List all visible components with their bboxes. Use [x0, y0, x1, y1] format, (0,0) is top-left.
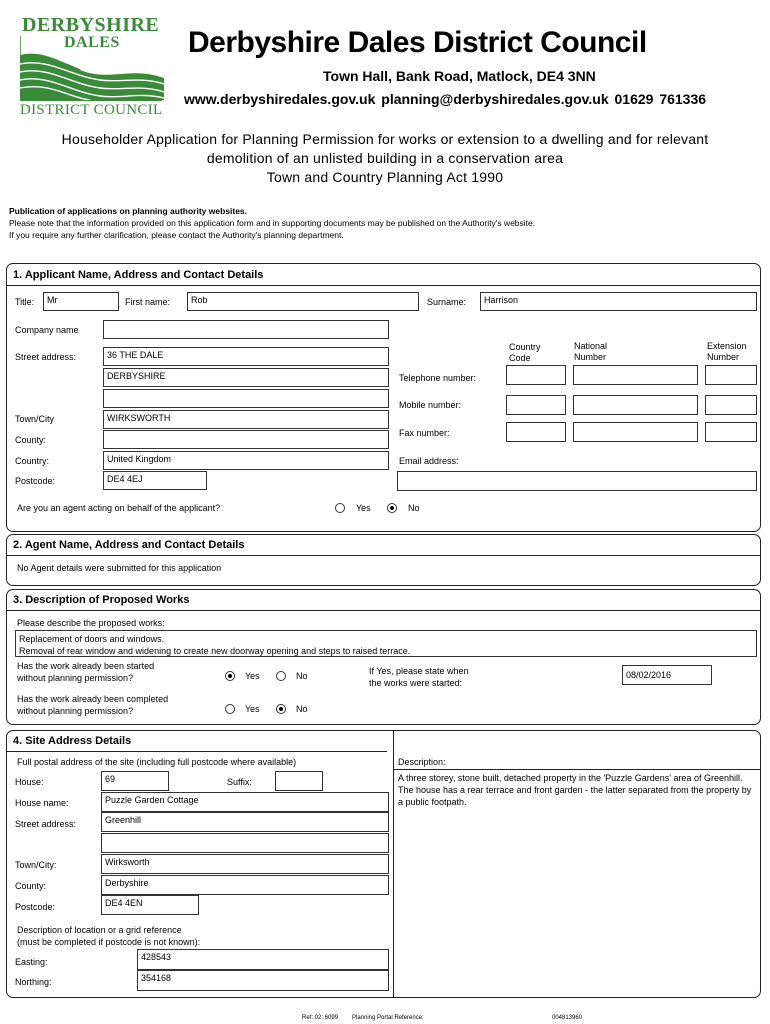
- publication-notice-line: Please note that the information provided on this application form and in supporting documents may be published on the Authority's website.: [9, 218, 536, 228]
- northing-field[interactable]: 354168: [137, 970, 389, 991]
- easting-label: Easting:: [15, 957, 48, 967]
- email-field[interactable]: [397, 471, 757, 491]
- logo-text-district-council: DISTRICT COUNCIL: [20, 102, 163, 118]
- surname-label: Surname:: [427, 297, 467, 307]
- council-contact-details: www.derbyshiredales.gov.uk planning@derbyshiredales.gov.uk 01629 761336: [184, 91, 707, 107]
- mobile-label: Mobile number:: [399, 400, 462, 410]
- works-description-field[interactable]: [15, 630, 757, 657]
- footer-reference: Ref: 02: 6099: [302, 1015, 339, 1021]
- work-completed-question-line: Has the work already been completed: [17, 694, 169, 704]
- publication-notice: [9, 217, 709, 241]
- site-county-field[interactable]: Derbyshire: [101, 875, 389, 895]
- section-title: 4. Site Address Details: [13, 735, 132, 747]
- work-started-no-label: No: [296, 671, 308, 681]
- site-street-address-line-1[interactable]: Greenhill: [101, 812, 389, 832]
- surname-field[interactable]: Harrison: [480, 292, 757, 311]
- council-address: Town Hall, Bank Road, Matlock, DE4 3NN: [323, 68, 596, 84]
- form-title: [20, 130, 750, 187]
- fax-label: Fax number:: [399, 428, 450, 438]
- work-started-yes-label: Yes: [245, 671, 260, 681]
- agent-no-radio[interactable]: [387, 503, 397, 513]
- site-county-label: County:: [15, 881, 47, 891]
- email-label: Email address:: [399, 456, 459, 466]
- suffix-field[interactable]: [275, 771, 323, 791]
- country-label: Country:: [15, 456, 50, 466]
- logo-hills-graphic: [20, 36, 164, 100]
- publication-notice-line: If you require any further clarification, please contact the Authority's planning department.: [9, 230, 344, 240]
- start-date-field[interactable]: 08/02/2016: [622, 665, 712, 685]
- section-divider: [7, 751, 387, 752]
- work-started-question-line: Has the work already been started: [17, 661, 155, 671]
- section-title: 1. Applicant Name, Address and Contact Details: [13, 269, 264, 281]
- section-site-address: [6, 730, 761, 998]
- site-description-label: Description:: [398, 757, 446, 767]
- logo-text-dales: DALES: [64, 34, 120, 51]
- work-started-yes-radio[interactable]: [225, 671, 235, 681]
- site-description-text: A three storey, stone built, detached property in the 'Puzzle Gardens' area of Greenhill. The house has a rear terrace and front garden - the latter separated from the property by a public footpath.: [398, 773, 752, 807]
- site-town-city-field[interactable]: Wirksworth: [101, 854, 389, 874]
- form-title-act: Town and Country Planning Act 1990: [266, 169, 504, 185]
- form-title-line: demolition of an unlisted building in a conservation area: [206, 150, 564, 166]
- works-description-line: Replacement of doors and windows.: [19, 634, 165, 644]
- national-number-header: National Number: [574, 341, 608, 362]
- footer-portal-label: Planning Portal Reference:: [352, 1015, 424, 1021]
- section-divider: [7, 285, 760, 286]
- works-prompt: Please describe the proposed works:: [17, 618, 165, 628]
- street-address-label: Street address:: [15, 352, 77, 362]
- title-field[interactable]: Mr: [43, 292, 119, 311]
- site-postcode-field[interactable]: DE4 4EN: [101, 895, 199, 915]
- work-started-question-line: without planning permission?: [17, 673, 134, 683]
- council-logo: [18, 14, 166, 120]
- footer-portal-reference: 004813960: [552, 1015, 583, 1021]
- town-city-field[interactable]: WIRKSWORTH: [103, 410, 389, 429]
- publication-heading: Publication of applications on planning authority websites.: [9, 206, 248, 216]
- works-description-line: Removal of rear window and widening to create new doorway opening and steps to raised terrace.: [19, 646, 411, 656]
- street-address-line-1[interactable]: 36 THE DALE: [103, 347, 389, 366]
- company-name-label: Company name: [15, 325, 79, 335]
- form-title-line: Householder Application for Planning Permission for works or extension to a dwelling and for relevant: [61, 131, 709, 147]
- telephone-number-field[interactable]: [573, 365, 698, 385]
- suffix-label: Suffix:: [227, 777, 252, 787]
- start-date-question-line: If Yes, please state when: [369, 666, 469, 676]
- council-name: Derbyshire Dales District Council: [188, 26, 647, 59]
- work-completed-yes-radio[interactable]: [225, 704, 235, 714]
- agent-details-note: No Agent details were submitted for this application: [17, 563, 222, 573]
- fax-country-code-field[interactable]: [506, 422, 566, 442]
- start-date-question-line: the works were started:: [369, 678, 463, 688]
- mobile-number-field[interactable]: [573, 395, 698, 415]
- work-completed-question-line: without planning permission?: [17, 706, 134, 716]
- work-completed-yes-label: Yes: [245, 704, 260, 714]
- easting-field[interactable]: 428543: [137, 949, 389, 970]
- street-address-line-3[interactable]: [103, 389, 389, 408]
- start-date-question: [369, 665, 469, 689]
- agent-no-label: No: [408, 503, 420, 513]
- section-proposed-works: [6, 589, 761, 725]
- work-completed-no-radio[interactable]: [276, 704, 286, 714]
- first-name-field[interactable]: Rob: [187, 292, 419, 311]
- company-name-field[interactable]: [103, 320, 389, 339]
- mobile-country-code-field[interactable]: [506, 395, 566, 415]
- fax-number-field[interactable]: [573, 422, 698, 442]
- mobile-extension-field[interactable]: [705, 395, 757, 415]
- telephone-label: Telephone number:: [399, 373, 477, 383]
- work-started-question: [17, 660, 154, 684]
- site-postcode-label: Postcode:: [15, 902, 56, 912]
- grid-reference-label-line: (must be completed if postcode is not known):: [17, 937, 201, 947]
- site-street-address-line-2[interactable]: [101, 833, 389, 853]
- county-label: County:: [15, 435, 47, 445]
- first-name-label: First name:: [125, 297, 171, 307]
- title-label: Title:: [15, 297, 35, 307]
- section-divider: [7, 555, 760, 556]
- section-agent-details: [6, 534, 761, 586]
- grid-reference-label-line: Description of location or a grid reference: [17, 925, 182, 935]
- house-number-field[interactable]: 69: [101, 771, 169, 791]
- site-postal-address-label: Full postal address of the site (including full postcode where available): [17, 757, 297, 767]
- section-title: 3. Description of Proposed Works: [13, 594, 190, 606]
- site-column-divider: [393, 731, 394, 998]
- work-completed-question: [17, 693, 168, 717]
- fax-extension-field[interactable]: [705, 422, 757, 442]
- town-city-label: Town/City: [15, 414, 55, 424]
- logo-divider: [20, 100, 162, 101]
- telephone-country-code-field[interactable]: [506, 365, 566, 385]
- site-street-address-label: Street address:: [15, 819, 77, 829]
- section-divider: [7, 610, 760, 611]
- site-town-city-label: Town/City:: [15, 860, 57, 870]
- extension-number-header: Extension Number: [707, 341, 747, 362]
- agent-yes-radio[interactable]: [335, 503, 345, 513]
- telephone-extension-field[interactable]: [705, 365, 757, 385]
- house-name-label: House name:: [15, 798, 69, 808]
- agent-question: Are you an agent acting on behalf of the applicant?: [17, 503, 221, 513]
- work-started-no-radio[interactable]: [276, 671, 286, 681]
- logo-text-derbyshire: DERBYSHIRE: [22, 14, 160, 36]
- section-title: 2. Agent Name, Address and Contact Details: [13, 539, 245, 551]
- country-code-header: Country Code: [509, 342, 541, 363]
- work-completed-no-label: No: [296, 704, 308, 714]
- postcode-label: Postcode:: [15, 476, 56, 486]
- house-label: House:: [15, 777, 44, 787]
- northing-label: Northing:: [15, 977, 52, 987]
- postcode-field[interactable]: DE4 4EJ: [103, 471, 207, 490]
- section-applicant-details: [6, 263, 761, 532]
- street-address-line-2[interactable]: DERBYSHIRE: [103, 368, 389, 387]
- house-name-field[interactable]: Puzzle Garden Cottage: [101, 792, 389, 812]
- agent-yes-label: Yes: [356, 503, 371, 513]
- country-field[interactable]: United Kingdom: [103, 451, 389, 470]
- grid-reference-label: [17, 924, 200, 948]
- county-field[interactable]: [103, 430, 389, 449]
